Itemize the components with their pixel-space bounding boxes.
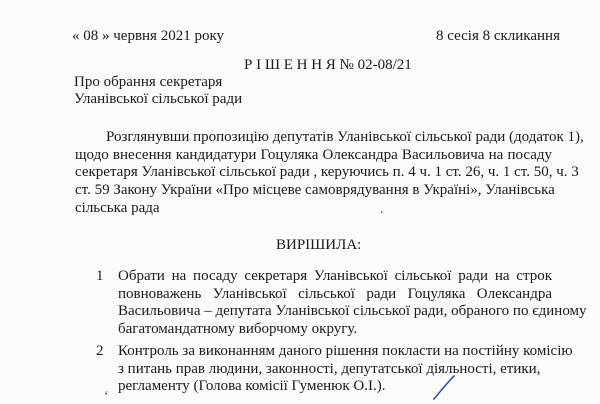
decision-date: « 08 » червня 2021 року xyxy=(72,28,225,44)
preamble-line-4: ст. 59 Закону України «Про місцеве самоврядування в Україні», Уланівська xyxy=(75,182,555,198)
item-1-line-4: багатомандатному виборчому округу. xyxy=(118,321,358,337)
item-2-number: 2 xyxy=(96,343,104,359)
subject-line-2: Уланівської сільської ради xyxy=(74,91,243,107)
item-2-line-1: Контроль за виконанням даного рішення покласти на постійну комісію xyxy=(118,343,573,359)
item-2-line-3: регламенту (Голова комісії Гуменюк О.І.). xyxy=(118,378,386,394)
signature-stroke xyxy=(420,374,480,400)
preamble-line-1: Розглянувши пропозицію депутатів Уланівської сільської ради (додаток 1), xyxy=(106,129,584,145)
scan-dot: . xyxy=(380,202,384,217)
resolved-heading: ВИРІШИЛА: xyxy=(276,237,362,253)
preamble-line-5: сільська рада xyxy=(75,200,160,216)
scan-mark-bottom: ‘ xyxy=(104,389,109,404)
item-1-line-3: Васильовича – депутата Уланівської сільської ради, обраного по єдиному xyxy=(118,303,587,319)
item-2-line-2: з питань прав людини, законності, депутатської діяльності, етики, xyxy=(118,361,541,377)
item-1-line-2: повноважень Уланівської сільської ради Гоцуляка Олександра xyxy=(118,286,552,302)
item-1-line-1: Обрати на посаду секретаря Уланівської сільської ради на строк xyxy=(118,268,552,284)
session-info: 8 сесія 8 скликання xyxy=(436,28,560,44)
preamble-line-3: секретаря Уланівської сільської ради , керуючись п. 4 ч. 1 ст. 26, ч. 1 ст. 50, ч. 3 xyxy=(75,164,579,180)
item-1-number: 1 xyxy=(96,268,104,284)
subject-line-1: Про обрання секретаря xyxy=(74,74,223,90)
decision-title: Р І Ш Е Н Н Я № 02-08/21 xyxy=(244,57,412,73)
preamble-line-2: щодо внесення кандидатури Гоцуляка Олександра Васильовича на посаду xyxy=(75,147,552,163)
